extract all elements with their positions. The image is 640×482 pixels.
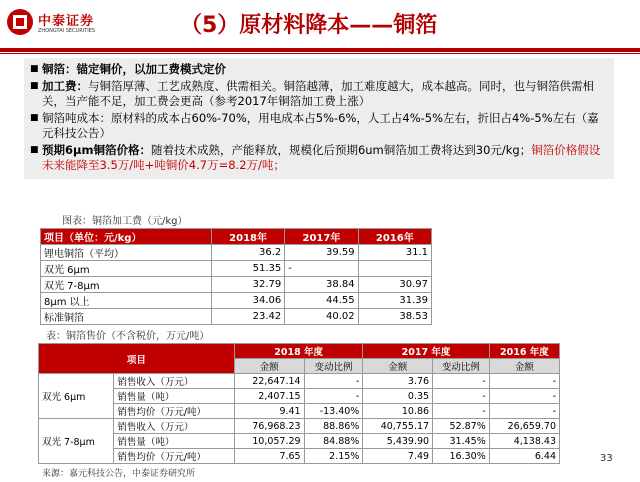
bullet-body: 铜箔吨成本：原材料的成本占60%-70%，用电成本占5%-6%，人工占4%-5%左右，折旧占4%-5%左右（嘉元科技公告） (42, 111, 599, 140)
table-subheader: 变动比例 (433, 359, 490, 374)
table-cell: 销售均价（万元/吨） (114, 404, 235, 419)
table-subheader: 金额 (363, 359, 433, 374)
table-cell: 88.86% (304, 419, 363, 434)
table-row (39, 419, 560, 434)
bullet-highlight: 铜箔价格假设未来能降至3.5万/吨+吨铜价4.7万=8.2万/吨； (42, 143, 601, 172)
table-header: 2017年 (285, 229, 358, 245)
bullet-body: 随着技术成熟，产能释放，规模化后预期6um铜箔加工费将达到30元/kg； (150, 143, 532, 157)
table-cell: 31.39 (358, 293, 431, 309)
table-group-label: 双光 7-8μm (39, 419, 114, 464)
table-row (41, 277, 432, 293)
source-note: 来源：嘉元科技公告，中泰证券研究所 (42, 469, 196, 479)
processing-fee-table (40, 228, 432, 325)
bullet-lead: 铜箔：锚定铜价，以加工费模式定价 (42, 62, 226, 76)
table-header-row (41, 229, 432, 245)
table-row (41, 261, 432, 277)
table-cell: 5,439.90 (363, 434, 433, 449)
logo-english-name: ZHONGTAI SECURITIES (38, 28, 96, 34)
table-cell (211, 261, 284, 277)
table-cell: 7.65 (234, 449, 304, 464)
table-header: 项目（单位：元/kg） (41, 229, 212, 245)
table-cell: 16.30% (433, 449, 490, 464)
page-number: 33 (600, 453, 613, 464)
logo-name: 中泰证券 (38, 14, 95, 29)
table-cell: 锂电铜箔（平均） (41, 245, 212, 261)
table-row (41, 293, 432, 309)
table-cell: 22,647.14 (234, 374, 304, 389)
bullet-square-icon: ■ (30, 81, 39, 91)
table-row (39, 434, 560, 449)
table-header: 项目 (39, 344, 235, 374)
table-cell: 6.44 (489, 449, 559, 464)
table-row (41, 309, 432, 325)
table2-caption: 表：铜箔售价（不含税价，万元/吨） (46, 331, 210, 342)
table-cell: 销售量（吨） (114, 434, 235, 449)
table-cell: 标准铜箔 (41, 309, 212, 325)
table-cell: 2.15% (304, 449, 363, 464)
table-cell: 40,755.17 (363, 419, 433, 434)
table-cell: 38.53 (358, 309, 431, 325)
table-cell: -13.40% (304, 404, 363, 419)
logo-emblem-icon (6, 8, 34, 36)
table-cell: - (489, 389, 559, 404)
table-cell: 销售收入（万元） (114, 419, 235, 434)
table-cell: 30.97 (358, 277, 431, 293)
table-header: 2016年 (358, 229, 431, 245)
table-header: 2018年 (211, 229, 284, 245)
table-cell: 8μm 以上 (41, 293, 212, 309)
title-rule (0, 48, 640, 52)
table-cell: 10.86 (363, 404, 433, 419)
table-cell: 双光 6μm (41, 261, 212, 277)
table-header: 2017 年度 (363, 344, 489, 359)
table-cell: 销售量（吨） (114, 389, 235, 404)
table-subheader: 变动比例 (304, 359, 363, 374)
table-cell (358, 261, 431, 277)
table-cell: 31.1 (358, 245, 431, 261)
bullet-lead: 预期6μm铜箔价格： (42, 143, 151, 157)
table-cell: - (304, 389, 363, 404)
bullet-square-icon: ■ (30, 113, 39, 123)
table-cell: 7.49 (363, 449, 433, 464)
bullet-square-icon: ■ (30, 145, 39, 155)
table-cell: 销售收入（万元） (114, 374, 235, 389)
table-cell: - (304, 374, 363, 389)
table-cell: 4,138.43 (489, 434, 559, 449)
bullet-box (24, 58, 614, 179)
table-cell: 双光 7-8μm (41, 277, 212, 293)
bullet-item (30, 79, 608, 109)
page-title: （5）原材料降本——铜箔 (180, 13, 438, 38)
company-logo (6, 6, 126, 42)
table-cell: 36.2 (211, 245, 284, 261)
bullet-square-icon: ■ (30, 64, 39, 74)
table-subheader: 金额 (234, 359, 304, 374)
table-cell: - (433, 389, 490, 404)
table-cell: - (433, 374, 490, 389)
table-cell: 0.35 (363, 389, 433, 404)
bullet-lead: 加工费： (42, 79, 88, 93)
table-row (39, 404, 560, 419)
table-cell: 39.59 (285, 245, 358, 261)
table-cell: 38.84 (285, 277, 358, 293)
table-cell: 52.87% (433, 419, 490, 434)
table-cell: - (489, 374, 559, 389)
table-subheader: 金额 (489, 359, 559, 374)
table1-caption: 图表：铜箔加工费（元/kg） (62, 216, 188, 227)
bullet-item (30, 143, 608, 173)
table-cell: 9.41 (234, 404, 304, 419)
bullet-item (30, 62, 608, 77)
table-group-label: 双光 6μm (39, 374, 114, 419)
table-cell: 销售均价（万元/吨） (114, 449, 235, 464)
table-row (41, 245, 432, 261)
table-cell: - (433, 404, 490, 419)
table-cell: 76,968.23 (234, 419, 304, 434)
table-header: 2018 年度 (234, 344, 362, 359)
table-cell: 32.79 (211, 277, 284, 293)
table-cell: 40.02 (285, 309, 358, 325)
table-cell: 84.88% (304, 434, 363, 449)
table-row (39, 389, 560, 404)
table-cell-value: 51.35 (252, 263, 282, 274)
bullet-body: 与铜箔厚薄、工艺成熟度、供需相关。铜箔越薄，加工难度越大，成本越高。同时，也与铜箔供需相关，当产能不足，加工费会更高（参考2017年铜箔加工费上涨） (42, 79, 594, 108)
table-row (39, 374, 560, 389)
table-cell: 10,057.29 (234, 434, 304, 449)
table-cell: 26,659.70 (489, 419, 559, 434)
table-cell: 34.06 (211, 293, 284, 309)
table-cell: 44.55 (285, 293, 358, 309)
table-cell: 23.42 (211, 309, 284, 325)
table-cell: 3.76 (363, 374, 433, 389)
table-cell: - (489, 404, 559, 419)
table-header: 2016 年度 (489, 344, 559, 359)
bullet-item (30, 111, 608, 141)
table-row (39, 449, 560, 464)
sales-price-table (38, 343, 560, 464)
table-cell: 2,407.15 (234, 389, 304, 404)
table-cell: 31.45% (433, 434, 490, 449)
table-header-row (39, 344, 560, 359)
title-rule-thin (0, 53, 640, 54)
table-cell: - (285, 261, 358, 277)
